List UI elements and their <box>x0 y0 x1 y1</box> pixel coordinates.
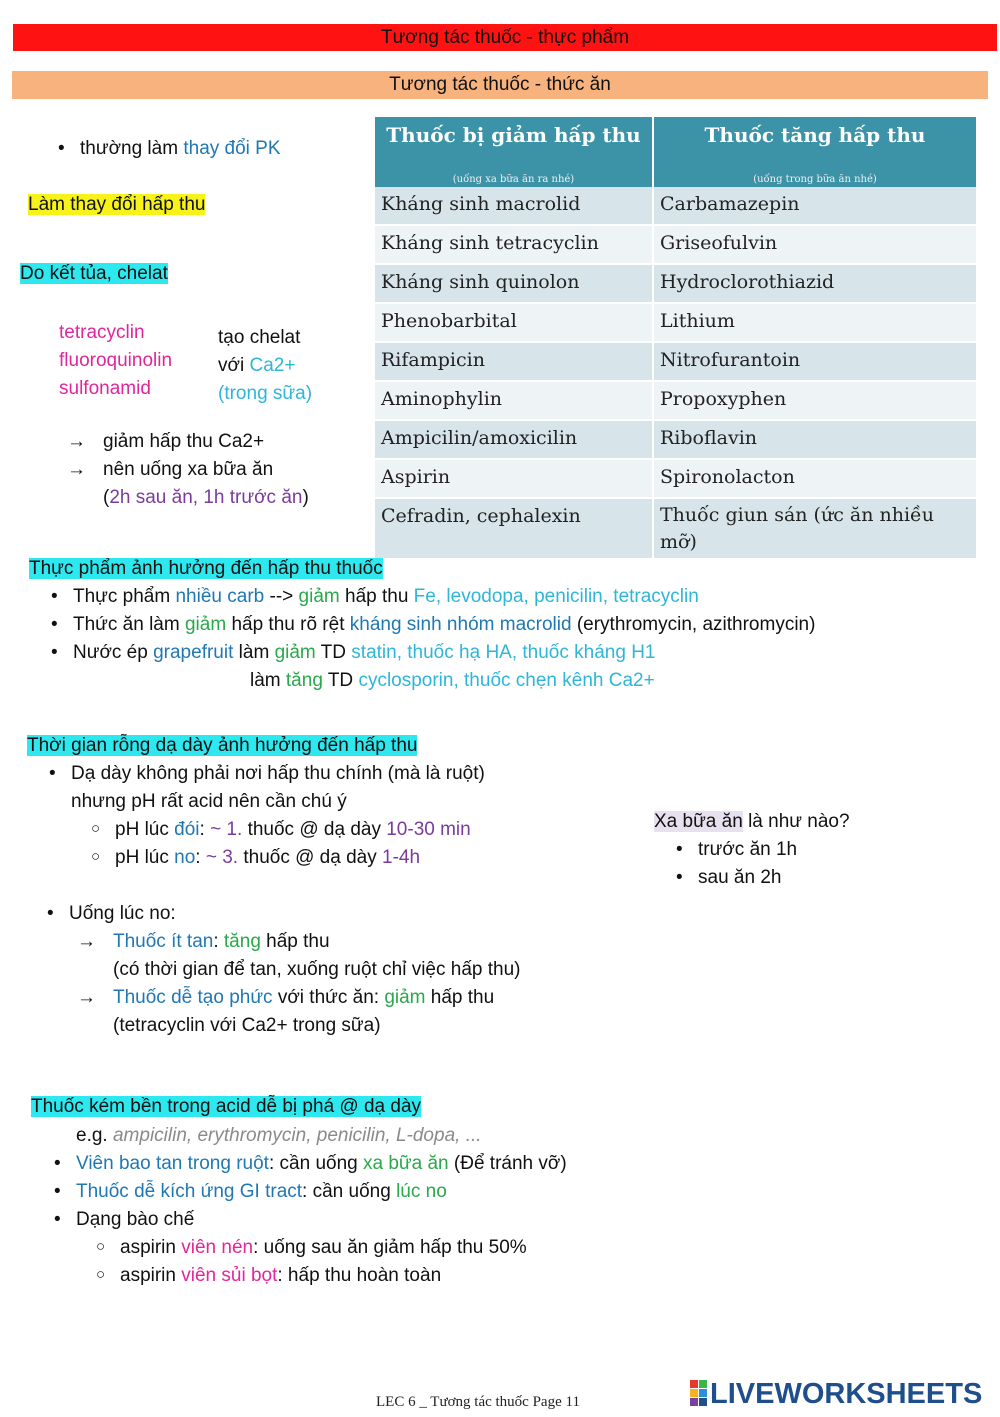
table-row: Cefradin, cephalexin Thuốc giun sán (ức ăn nhiều mỡ) <box>375 498 977 559</box>
absorption-table <box>375 117 978 560</box>
logo-mark-icon <box>690 1380 708 1406</box>
chelate-drug-list: tetracyclin fluoroquinolin sulfonamid <box>59 322 173 399</box>
gastric-sub-fed: ○ pH lúc no: ~ 3. thuốc @ dạ dày 1-4h <box>115 847 420 869</box>
fed-arrow-2-note: (tetracyclin với Ca2+ trong sữa) <box>113 1015 381 1036</box>
table-row: Kháng sinh tetracyclin Griseofulvin <box>375 225 977 264</box>
gastric-bullet-1: • Dạ dày không phải nơi hấp thu chính (mà là ruột) <box>71 763 485 785</box>
table-header-increased: Thuốc tăng hấp thu (uống trong bữa ăn nhé) <box>653 117 977 187</box>
acid-sub-1: ○ aspirin viên nén: uống sau ăn giảm hấp thu 50% <box>120 1237 527 1259</box>
acid-sub-2: ○ aspirin viên sủi bọt: hấp thu hoàn toàn <box>120 1265 441 1287</box>
side-item-1: • trước ăn 1h <box>698 839 797 861</box>
fed-arrow-2: → Thuốc dễ tạo phức với thức ăn: giảm hấp thu <box>113 987 494 1009</box>
chelate-heading: Do kết tủa, chelat <box>20 263 168 284</box>
table-row: Ampicilin/amoxicilin Riboflavin <box>375 420 977 459</box>
fed-arrow-1-note: (có thời gian để tan, xuống ruột chỉ việc hấp thu) <box>113 959 521 980</box>
acid-heading: Thuốc kém bền trong acid dễ bị phá @ dạ dày <box>31 1096 422 1117</box>
table-row: Phenobarbital Lithium <box>375 303 977 342</box>
chelate-arrow-1: → giảm hấp thu Ca2+ <box>103 431 264 453</box>
food-bullet-1: • Thực phẩm nhiều carb --> giảm hấp thu Fe, levodopa, penicilin, tetracyclin <box>73 586 699 608</box>
gastric-sub-fasting: ○ pH lúc đói: ~ 1. thuốc @ dạ dày 10-30 min <box>115 819 471 841</box>
table-row: Aspirin Spironolacton <box>375 459 977 498</box>
side-item-2: • sau ăn 2h <box>698 867 781 889</box>
table-header-decreased-sub: (uống xa bữa ăn ra nhé) <box>452 174 575 185</box>
chelate-arrow-2: → nên uống xa bữa ăn <box>103 459 273 481</box>
acid-examples: e.g. ampicilin, erythromycin, penicilin, L-dopa, ... <box>76 1125 482 1146</box>
acid-bullet-1: • Viên bao tan trong ruột: cần uống xa bữa ăn (Để tránh vỡ) <box>76 1153 567 1175</box>
gastric-bullet-1-cont: nhưng pH rất acid nên cần chú ý <box>71 791 347 812</box>
page-footer: LEC 6 _ Tương tác thuốc Page 11 <box>376 1394 580 1410</box>
table-row: Kháng sinh macrolid Carbamazepin <box>375 187 977 225</box>
chelate-note: tạo chelat với Ca2+ (trong sữa) <box>218 327 313 404</box>
food-bullet-3-cont: làm tăng TD cyclosporin, thuốc chẹn kênh Ca2+ <box>250 670 655 691</box>
table-row: Rifampicin Nitrofurantoin <box>375 342 977 381</box>
fed-arrow-1: → Thuốc ít tan: tăng hấp thu <box>113 931 330 953</box>
food-heading: Thực phẩm ảnh hưởng đến hấp thu thuốc <box>29 558 383 579</box>
food-bullet-2: • Thức ăn làm giảm hấp thu rõ rệt kháng sinh nhóm macrolid (erythromycin, azithromycin) <box>73 614 815 636</box>
logo-text: LIVEWORKSHEETS <box>710 1378 983 1410</box>
chelate-timing: (2h sau ăn, 1h trước ăn) <box>103 487 309 508</box>
fed-bullet: • Uống lúc no: <box>69 903 176 925</box>
section-banner: Tương tác thuốc - thức ăn <box>12 71 988 99</box>
liveworksheets-logo[interactable] <box>690 1378 982 1411</box>
table-header-decreased: Thuốc bị giảm hấp thu (uống xa bữa ăn ra nhé) <box>375 117 653 187</box>
table-header-increased-sub: (uống trong bữa ăn nhé) <box>753 174 877 185</box>
food-bullet-3: • Nước ép grapefruit làm giảm TD statin, thuốc hạ HA, thuốc kháng H1 <box>73 642 655 664</box>
absorption-heading: Làm thay đổi hấp thu <box>28 194 206 215</box>
table-row: Aminophylin Propoxyphen <box>375 381 977 420</box>
table-row: Kháng sinh quinolon Hydroclorothiazid <box>375 264 977 303</box>
gastric-heading: Thời gian rỗng dạ dày ảnh hưởng đến hấp thu <box>27 735 418 756</box>
page-title-banner: Tương tác thuốc - thực phẩm <box>13 24 997 51</box>
acid-bullet-3: • Dạng bào chế <box>76 1209 194 1231</box>
side-question: Xa bữa ăn là như nào? <box>654 811 850 832</box>
intro-bullet: • thường làm thay đổi PK <box>80 138 281 160</box>
acid-bullet-2: • Thuốc dễ kích ứng GI tract: cần uống lúc no <box>76 1181 447 1203</box>
